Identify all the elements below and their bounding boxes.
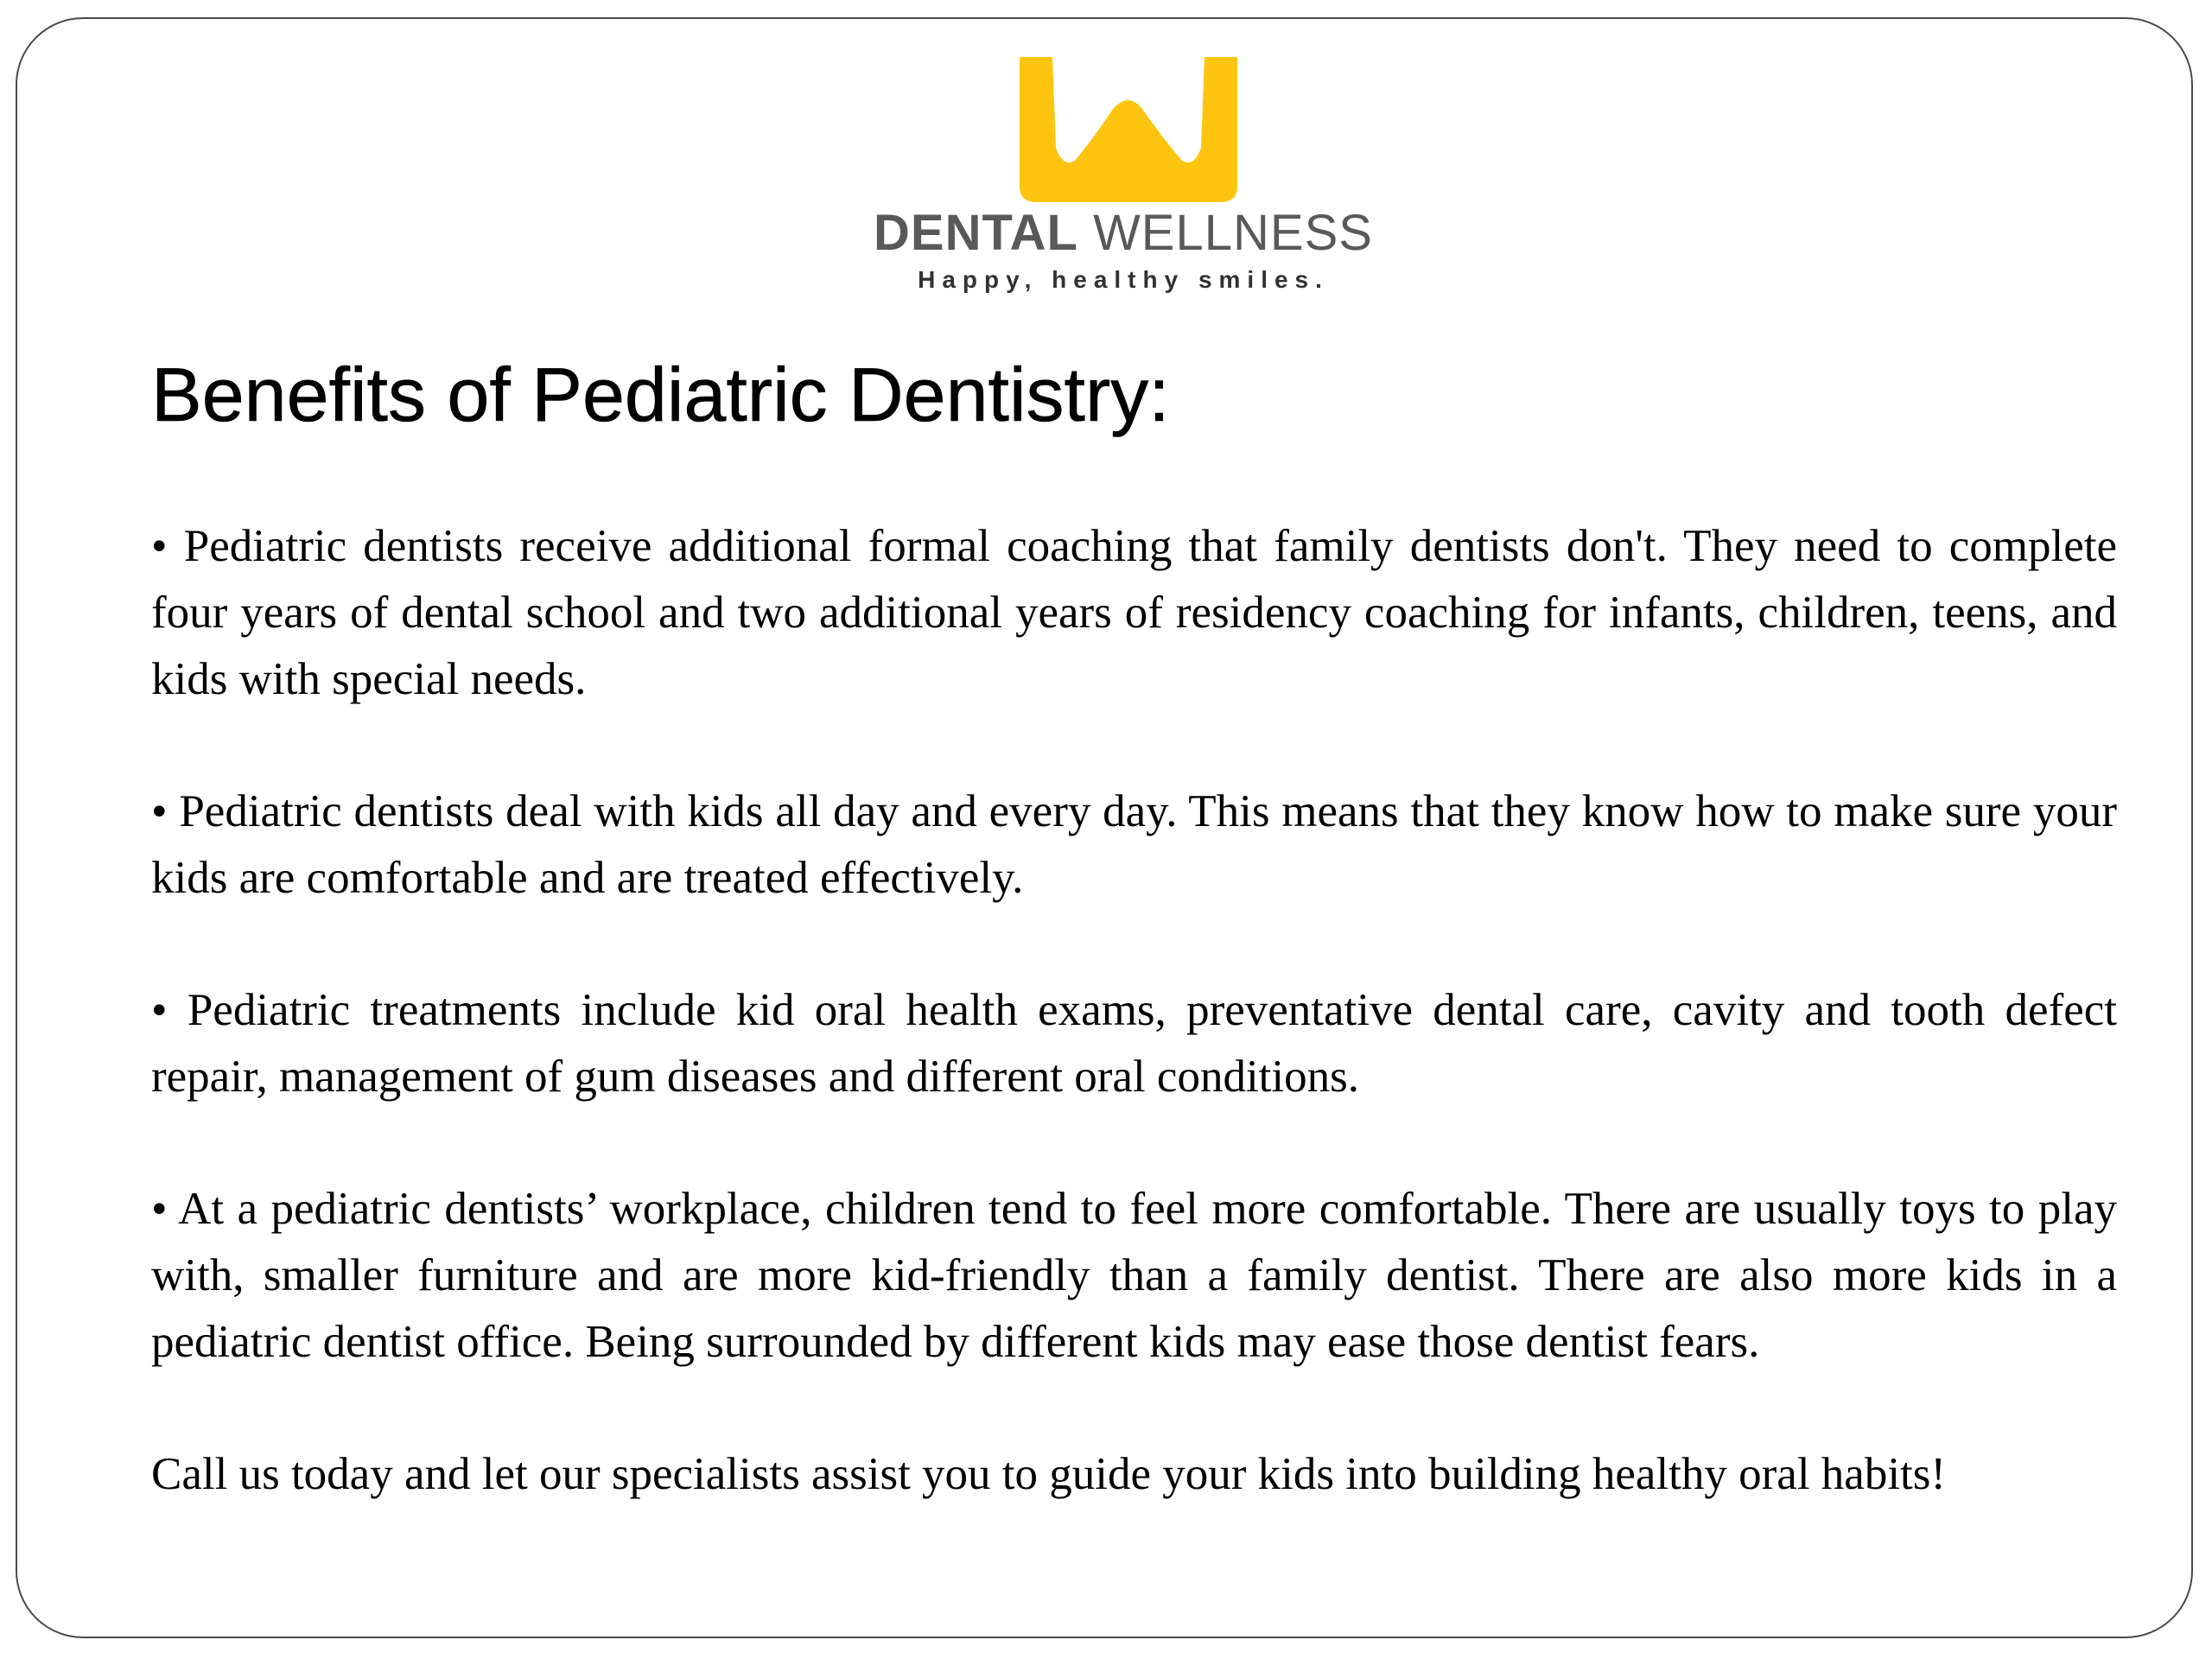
logo-tagline: Happy, healthy smiles.	[918, 266, 1329, 293]
slide-frame	[16, 17, 2193, 1638]
benefit-item-training: • Pediatric dentists receive additional formal coaching that family dentists don't. They need to complete four years of dental school and two additional years of residency coaching for infants, children, teens, and kids with special needs.	[151, 521, 2117, 704]
page-title: Benefits of Pediatric Dentistry:	[151, 352, 1170, 437]
logo-name-bold: DENTAL	[874, 205, 1078, 261]
logo-name-light: WELLNESS	[1093, 205, 1373, 261]
logo-wordmark	[847, 205, 1400, 262]
call-to-action: Call us today and let our specialists assist you to guide your kids into building healthy oral habits!	[151, 1449, 1947, 1499]
benefit-item-experience: • Pediatric dentists deal with kids all day and every day. This means that they know how to make sure your kids are comfortable and are treated effectively.	[151, 786, 2117, 903]
dental-wellness-logo	[847, 54, 1400, 304]
benefit-item-treatments: • Pediatric treatments include kid oral health exams, preventative dental care, cavity and tooth defect repair, management of gum diseases and different oral conditions.	[151, 985, 2117, 1102]
tooth-w-logo-icon	[1013, 57, 1244, 202]
benefits-list	[151, 513, 2117, 1508]
benefit-item-environment: • At a pediatric dentists’ workplace, children tend to feel more comfortable. There are usually toys to play with, smaller furniture and are more kid-friendly than a family dentist. There are also more kids in a pediatric dentist office. Being surrounded by different kids may ease those dentist fears.	[151, 1184, 2117, 1367]
